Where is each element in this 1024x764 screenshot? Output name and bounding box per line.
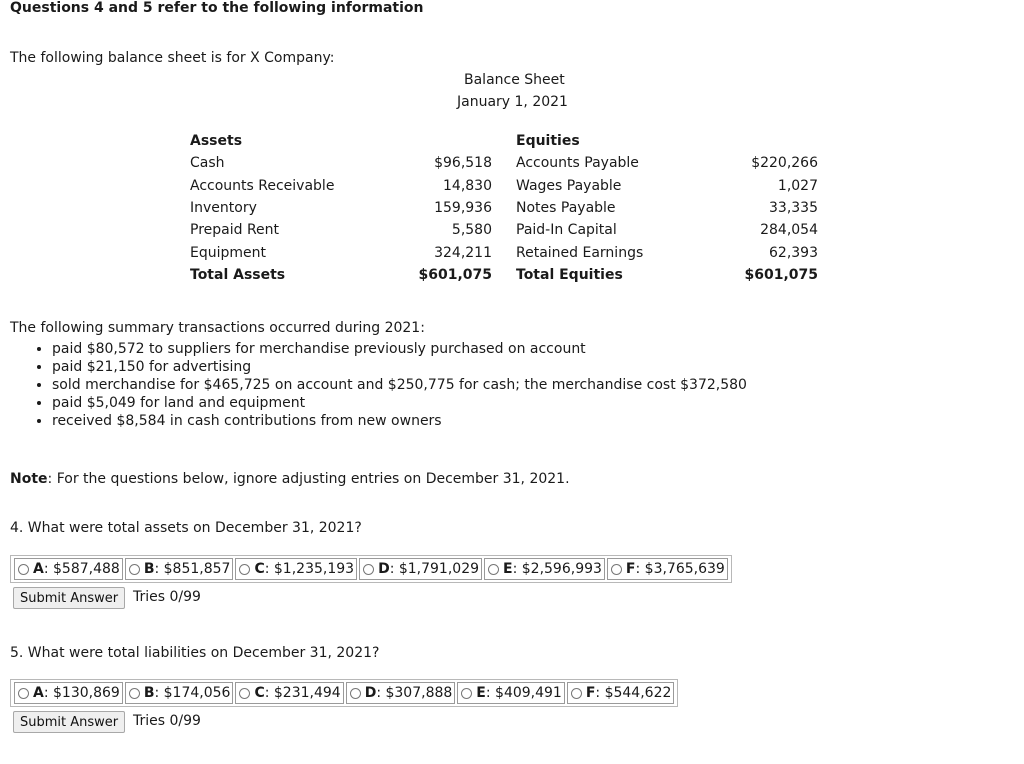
radio-icon[interactable] (239, 564, 250, 575)
radio-icon[interactable] (461, 688, 472, 699)
radio-icon[interactable] (18, 688, 29, 699)
balance-sheet-date: January 1, 2021 (457, 94, 568, 110)
asset-label: Accounts Receivable (190, 178, 335, 194)
choice-value: : $409,491 (485, 685, 562, 701)
asset-value: 159,936 (434, 200, 492, 216)
radio-icon[interactable] (488, 564, 499, 575)
equity-label: Accounts Payable (516, 155, 639, 171)
question-4-choices (10, 555, 732, 583)
radio-icon[interactable] (129, 688, 140, 699)
choice-letter: D (378, 561, 390, 577)
equity-value: 33,335 (769, 200, 818, 216)
radio-icon[interactable] (571, 688, 582, 699)
list-item: • received $8,584 in cash contributions from new owners (52, 412, 747, 430)
total-equities-label: Total Equities (516, 267, 623, 283)
choice-letter: F (625, 561, 636, 577)
asset-value: 14,830 (443, 178, 492, 194)
note-text (10, 471, 570, 487)
total-assets-label: Total Assets (190, 267, 286, 283)
choice-letter: C (254, 561, 265, 577)
choice-letter: E (503, 561, 513, 577)
list-item: • sold merchandise for $465,725 on account and $250,775 for cash; the merchandise cost $372,580 (52, 376, 747, 394)
equity-label: Retained Earnings (516, 245, 644, 261)
choice-letter: F (585, 685, 596, 701)
asset-value: 5,580 (451, 222, 492, 238)
equities-header: Equities (516, 133, 580, 149)
note-body: : For the questions below, ignore adjusting entries on December 31, 2021. (47, 471, 570, 487)
summary-intro: The following summary transactions occurred during 2021: (10, 320, 425, 336)
asset-label: Cash (190, 155, 225, 171)
choice-value: : $544,622 (595, 685, 672, 701)
question-5-choices (10, 679, 678, 707)
radio-icon[interactable] (350, 688, 361, 699)
list-item: • paid $5,049 for land and equipment (52, 394, 747, 412)
q4-choice-d[interactable] (359, 558, 482, 580)
note-label: Note (10, 471, 48, 487)
q5-choice-c[interactable] (235, 682, 343, 704)
intro-text: The following balance sheet is for X Company: (10, 50, 335, 66)
total-assets-value: $601,075 (418, 267, 492, 283)
choice-letter: E (476, 685, 486, 701)
equity-label: Wages Payable (516, 178, 622, 194)
balance-sheet-title: Balance Sheet (464, 72, 565, 88)
q5-submit-button[interactable]: Submit Answer (13, 711, 125, 733)
asset-label: Inventory (190, 200, 257, 216)
choice-value: : $130,869 (43, 685, 120, 701)
equity-value: 1,027 (777, 178, 818, 194)
choice-letter: C (254, 685, 265, 701)
equity-value: 284,054 (760, 222, 818, 238)
radio-icon[interactable] (363, 564, 374, 575)
asset-value: 324,211 (434, 245, 492, 261)
q5-tries-counter: Tries 0/99 (133, 713, 201, 729)
choice-letter: B (143, 685, 155, 701)
q5-choice-f[interactable] (567, 682, 675, 704)
choice-value: : $3,765,639 (635, 561, 725, 577)
choice-value: : $174,056 (154, 685, 231, 701)
choice-value: : $231,494 (264, 685, 341, 701)
list-item: • paid $21,150 for advertising (52, 358, 747, 376)
q4-submit-button[interactable]: Submit Answer (13, 587, 125, 609)
q5-choice-d[interactable] (346, 682, 456, 704)
assets-header: Assets (190, 133, 243, 149)
radio-icon[interactable] (611, 564, 622, 575)
section-heading: Questions 4 and 5 refer to the following information (10, 0, 424, 16)
choice-value: : $1,235,193 (264, 561, 355, 577)
q5-choice-a[interactable] (14, 682, 123, 704)
q4-choice-c[interactable] (235, 558, 357, 580)
transactions-list (10, 340, 747, 430)
asset-value: $96,518 (434, 155, 492, 171)
q5-choice-b[interactable] (125, 682, 234, 704)
choice-letter: D (364, 685, 377, 701)
choice-letter: A (33, 685, 44, 701)
equity-label: Notes Payable (516, 200, 616, 216)
choice-value: : $851,857 (154, 561, 231, 577)
radio-icon[interactable] (129, 564, 140, 575)
list-item: • paid $80,572 to suppliers for merchandise previously purchased on account (52, 340, 747, 358)
choice-letter: A (33, 561, 44, 577)
choice-value: : $307,888 (376, 685, 453, 701)
asset-label: Equipment (190, 245, 266, 261)
asset-label: Prepaid Rent (190, 222, 280, 238)
q4-tries-counter: Tries 0/99 (133, 589, 201, 605)
radio-icon[interactable] (18, 564, 29, 575)
question-5-text: 5. What were total liabilities on December 31, 2021? (10, 645, 380, 661)
radio-icon[interactable] (239, 688, 250, 699)
q4-choice-e[interactable] (484, 558, 605, 580)
q4-choice-f[interactable] (607, 558, 728, 580)
equity-value: $220,266 (751, 155, 818, 171)
equity-label: Paid-In Capital (516, 222, 617, 238)
choice-value: : $1,791,029 (389, 561, 480, 577)
choice-letter: B (143, 561, 155, 577)
total-equities-value: $601,075 (744, 267, 818, 283)
q4-choice-a[interactable] (14, 558, 123, 580)
q4-choice-b[interactable] (125, 558, 234, 580)
q5-choice-e[interactable] (457, 682, 565, 704)
choice-value: : $2,596,993 (512, 561, 602, 577)
choice-value: : $587,488 (43, 561, 120, 577)
equity-value: 62,393 (769, 245, 818, 261)
question-4-text: 4. What were total assets on December 31, 2021? (10, 520, 362, 536)
